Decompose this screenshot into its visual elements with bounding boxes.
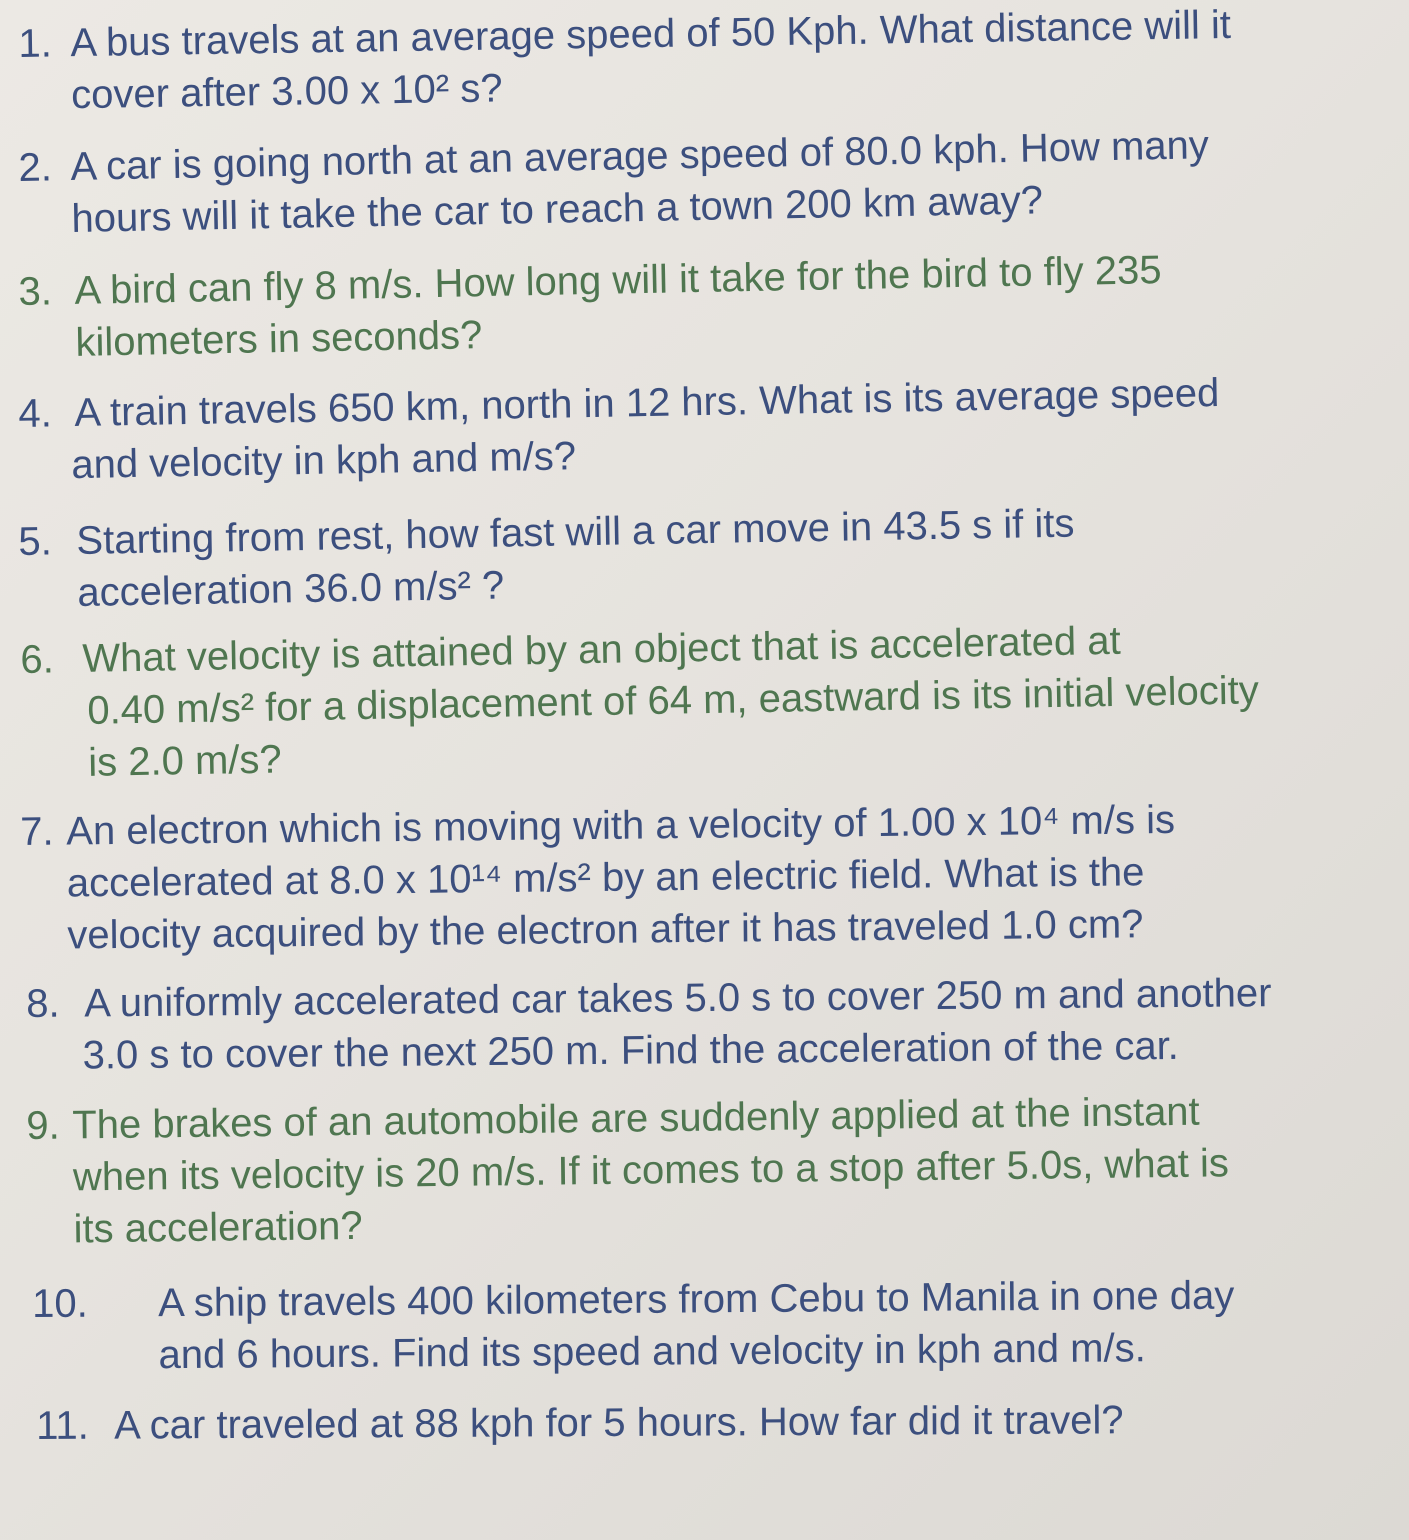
question-8-line-2: 3.0 s to cover the next 250 m. Find the acceleration of the car. bbox=[82, 1023, 1180, 1078]
question-2-line-2: hours will it take the car to reach a town 200 km away? bbox=[71, 178, 1044, 241]
question-5-line-1: 5. Starting from rest, how fast will a car move in 43.5 s if its bbox=[18, 498, 1075, 568]
question-1-line-1: 1. A bus travels at an average speed of 50 Kph. What distance will it bbox=[18, 0, 1231, 70]
question-number: 3. bbox=[18, 269, 53, 314]
question-number: 4. bbox=[18, 391, 53, 436]
question-1 bbox=[18, 0, 1232, 122]
question-number: 1. bbox=[18, 21, 53, 66]
question-7-line-1: 7. An electron which is moving with a velocity of 1.00 x 10⁴ m/s is bbox=[20, 794, 1175, 858]
question-8-line-1: 8. A uniformly accelerated car takes 5.0 s to cover 250 m and another bbox=[26, 967, 1272, 1030]
question-9-line-1: 9. The brakes of an automobile are suddenly applied at the instant bbox=[26, 1085, 1229, 1152]
question-4-line-2: and velocity in kph and m/s? bbox=[70, 434, 577, 488]
question-9-line-2: when its velocity is 20 m/s. If it comes to a stop after 5.0s, what is bbox=[72, 1141, 1230, 1200]
question-7-line-3: velocity acquired by the electron after it has traveled 1.0 cm? bbox=[67, 902, 1144, 958]
question-11 bbox=[36, 1394, 1124, 1452]
question-number: 10. bbox=[32, 1281, 88, 1326]
question-number: 8. bbox=[26, 981, 60, 1026]
question-number: 9. bbox=[26, 1103, 60, 1148]
question-7-line-2: accelerated at 8.0 x 10¹⁴ m/s² by an electric field. What is the bbox=[66, 850, 1145, 906]
question-8 bbox=[26, 967, 1272, 1082]
question-11-line-1: 11. A car traveled at 88 kph for 5 hours. How far did it travel? bbox=[36, 1394, 1124, 1452]
question-number: 2. bbox=[18, 145, 53, 190]
question-10-line-2: and 6 hours. Find its speed and velocity in kph and m/s. bbox=[158, 1326, 1146, 1378]
question-5-line-2: acceleration 36.0 m/s² ? bbox=[76, 563, 505, 615]
question-5 bbox=[18, 498, 1076, 620]
question-number: 5. bbox=[18, 519, 53, 564]
question-9-line-3: its acceleration? bbox=[73, 1203, 363, 1252]
question-10-line-1: 10. A ship travels 400 kilometers from Cebu to Manila in one day bbox=[32, 1270, 1234, 1330]
question-number: 6. bbox=[20, 637, 55, 682]
question-4-line-1: 4. A train travels 650 km, north in 12 hrs. What is its average speed bbox=[18, 367, 1220, 440]
question-3-line-2: kilometers in seconds? bbox=[75, 313, 483, 365]
question-number: 7. bbox=[20, 809, 54, 854]
question-6 bbox=[20, 612, 1260, 790]
question-4 bbox=[18, 367, 1221, 492]
question-2 bbox=[18, 119, 1210, 246]
question-7 bbox=[20, 794, 1176, 962]
question-10 bbox=[32, 1270, 1235, 1382]
question-1-line-2: cover after 3.00 x 10² s? bbox=[70, 66, 503, 118]
question-9 bbox=[26, 1085, 1230, 1256]
question-3 bbox=[18, 244, 1163, 370]
question-2-line-1: 2. A car is going north at an average speed of 80.0 kph. How many bbox=[18, 119, 1209, 194]
question-6-line-1: 6. What velocity is attained by an object that is accelerated at bbox=[20, 612, 1258, 686]
question-6-line-2: 0.40 m/s² for a displacement of 64 m, eastward is its initial velocity bbox=[86, 668, 1260, 733]
question-6-line-3: is 2.0 m/s? bbox=[87, 737, 283, 785]
question-number: 11. bbox=[36, 1403, 89, 1448]
question-3-line-1: 3. A bird can fly 8 m/s. How long will it take for the bird to fly 235 bbox=[18, 244, 1162, 318]
